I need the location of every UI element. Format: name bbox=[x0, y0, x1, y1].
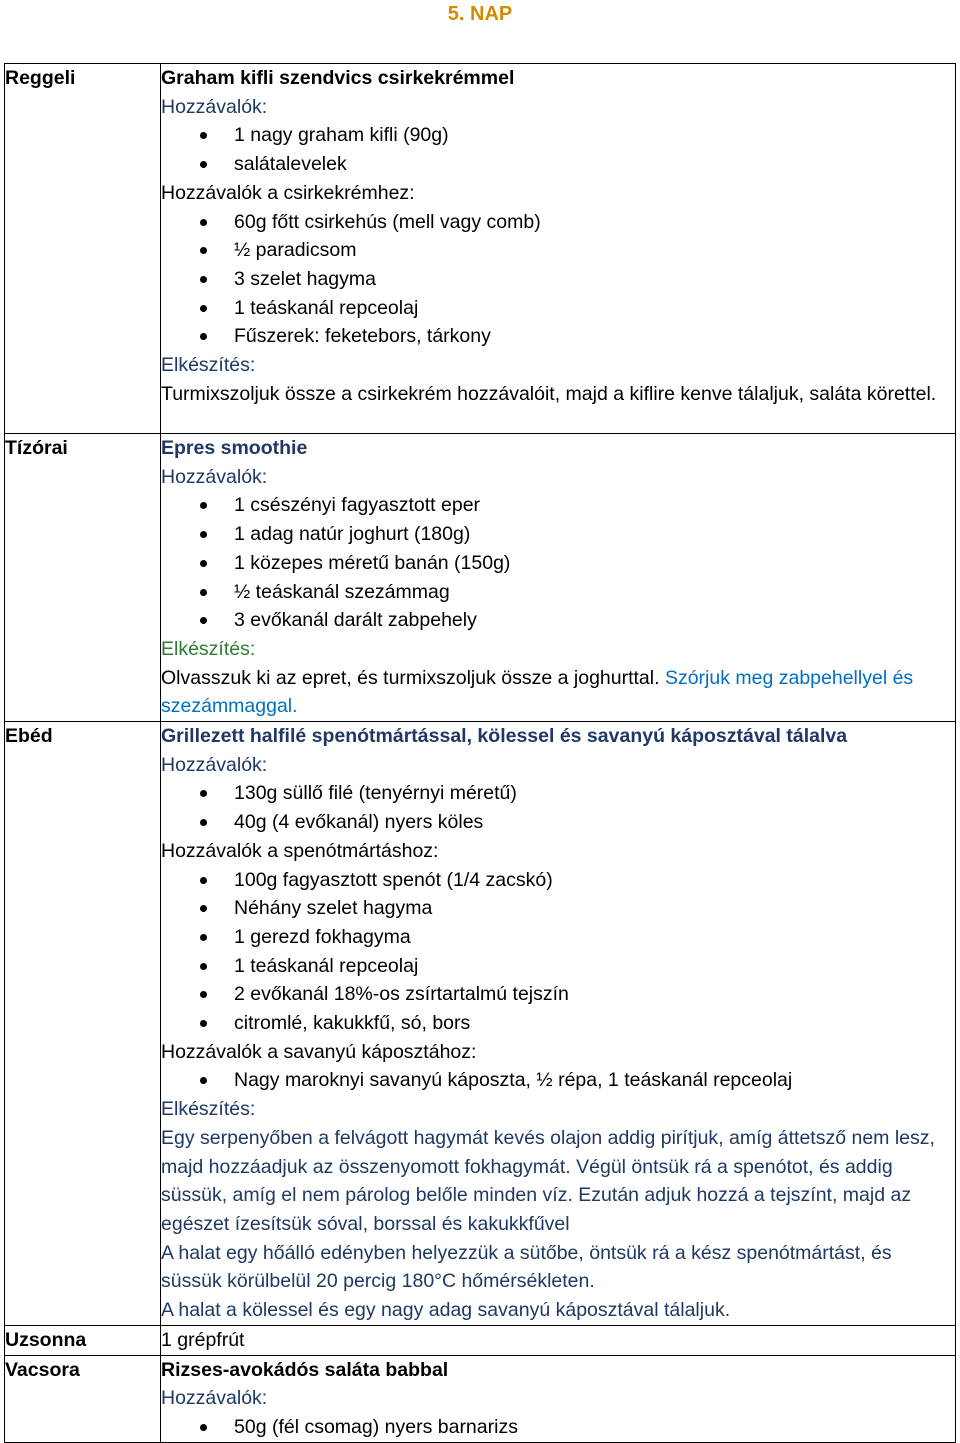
table-row bbox=[5, 1325, 956, 1355]
dish-title: Grillezett halfilé spenótmártással, kölessel és savanyú káposztával tálalva bbox=[161, 725, 848, 748]
meal-plan-table bbox=[4, 63, 956, 1443]
ingredient-list bbox=[161, 121, 955, 178]
meal-name-dinner: Vacsora bbox=[5, 1355, 161, 1442]
ingredient-list bbox=[161, 208, 955, 352]
preparation-text: A halat a kölessel és egy nagy adag savanyú káposztával tálaljuk. bbox=[161, 1299, 731, 1322]
list-item: ½ paradicsom bbox=[161, 236, 955, 265]
meal-body-breakfast bbox=[161, 64, 956, 434]
list-item: 130g süllő filé (tenyérnyi méretű) bbox=[161, 779, 955, 808]
ingredients-label: Hozzávalók: bbox=[161, 1387, 268, 1410]
preparation-label: Elkészítés: bbox=[161, 354, 256, 377]
ingredient-list bbox=[161, 1413, 955, 1442]
list-item: 1 teáskanál repceolaj bbox=[161, 952, 955, 981]
list-item: 60g főtt csirkehús (mell vagy comb) bbox=[161, 208, 955, 237]
ingredients-label: Hozzávalók a csirkekrémhez: bbox=[161, 181, 415, 204]
meal-name-lunch: Ebéd bbox=[5, 722, 161, 1326]
ingredients-label: Hozzávalók: bbox=[161, 95, 268, 118]
list-item: salátalevelek bbox=[161, 150, 955, 179]
ingredients-label: Hozzávalók: bbox=[161, 465, 268, 488]
meal-body-snack2 bbox=[161, 1325, 956, 1355]
page-title: 5. NAP bbox=[447, 3, 513, 25]
list-item: Fűszerek: feketebors, tárkony bbox=[161, 322, 955, 351]
preparation-text: Turmixszoljuk össze a csirkekrém hozzávalóit, majd a kiflire kenve tálaljuk, saláta körettel. bbox=[161, 382, 937, 405]
list-item: 1 csészényi fagyasztott eper bbox=[161, 491, 955, 520]
preparation-label: Elkészítés: bbox=[161, 1098, 256, 1121]
preparation-text bbox=[161, 664, 955, 721]
list-item: Néhány szelet hagyma bbox=[161, 894, 955, 923]
table-row bbox=[5, 722, 956, 1326]
list-item: 1 teáskanál repceolaj bbox=[161, 294, 955, 323]
ingredient-list bbox=[161, 866, 955, 1038]
preparation-text: Egy serpenyőben a felvágott hagymát kevés olajon addig pirítjuk, amíg áttetsző nem lesz, majd hozzáadjuk az összenyomott fokhagymát. Végül öntsük rá a spenótot, és addig süssük, amíg el nem párolog belőle minden víz. Ezután adjuk hozzá a tejszínt, majd az egészet ízesítsük sóval, borssal és kakukkfűvel bbox=[161, 1126, 935, 1235]
list-item: 3 evőkanál darált zabpehely bbox=[161, 606, 955, 635]
meal-name-snack1: Tízórai bbox=[5, 434, 161, 722]
ingredient-list bbox=[161, 779, 955, 836]
ingredients-label: Hozzávalók a savanyú káposztához: bbox=[161, 1040, 477, 1063]
preparation-text: A halat egy hőálló edényben helyezzük a sütőbe, öntsük rá a kész spenótmártást, és süssük körülbelül 20 percig 180°C hőmérsékleten. bbox=[161, 1241, 892, 1293]
list-item: 1 közepes méretű banán (150g) bbox=[161, 549, 955, 578]
table-row bbox=[5, 1355, 956, 1442]
list-item: Nagy maroknyi savanyú káposzta, ½ répa, 1 teáskanál repceolaj bbox=[161, 1066, 955, 1095]
meal-body-dinner bbox=[161, 1355, 956, 1442]
list-item: 100g fagyasztott spenót (1/4 zacskó) bbox=[161, 866, 955, 895]
ingredient-list bbox=[161, 1066, 955, 1095]
dish-title: Epres smoothie bbox=[161, 437, 308, 459]
list-item: citromlé, kakukkfű, só, bors bbox=[161, 1009, 955, 1038]
meal-body-lunch bbox=[161, 722, 956, 1326]
table-row bbox=[5, 64, 956, 434]
list-item: 50g (fél csomag) nyers barnarizs bbox=[161, 1413, 955, 1442]
ingredients-label: Hozzávalók: bbox=[161, 753, 268, 776]
list-item: 1 gerezd fokhagyma bbox=[161, 923, 955, 952]
table-row bbox=[5, 434, 956, 722]
meal-body-snack1 bbox=[161, 434, 956, 722]
dish-title: Graham kifli szendvics csirkekrémmel bbox=[161, 67, 515, 89]
ingredient-list bbox=[161, 491, 955, 635]
preparation-text-part: Szórjuk meg zabpehellyel és szezámmaggal. bbox=[161, 666, 914, 718]
dish-title: Rizses-avokádós saláta babbal bbox=[161, 1358, 449, 1381]
list-item: ½ teáskanál szezámmag bbox=[161, 578, 955, 607]
list-item: 3 szelet hagyma bbox=[161, 265, 955, 294]
ingredients-label: Hozzávalók a spenótmártáshoz: bbox=[161, 839, 439, 862]
preparation-label: Elkészítés: bbox=[161, 637, 256, 660]
meal-name-breakfast: Reggeli bbox=[5, 64, 161, 434]
list-item: 1 adag natúr joghurt (180g) bbox=[161, 520, 955, 549]
preparation-text-part: Olvasszuk ki az epret, és turmixszoljuk össze a joghurttal. bbox=[161, 666, 660, 689]
snack-text: 1 grépfrút bbox=[161, 1328, 245, 1351]
list-item: 1 nagy graham kifli (90g) bbox=[161, 121, 955, 150]
list-item: 40g (4 evőkanál) nyers köles bbox=[161, 808, 955, 837]
list-item: 2 evőkanál 18%-os zsírtartalmú tejszín bbox=[161, 980, 955, 1009]
meal-name-snack2: Uzsonna bbox=[5, 1325, 161, 1355]
